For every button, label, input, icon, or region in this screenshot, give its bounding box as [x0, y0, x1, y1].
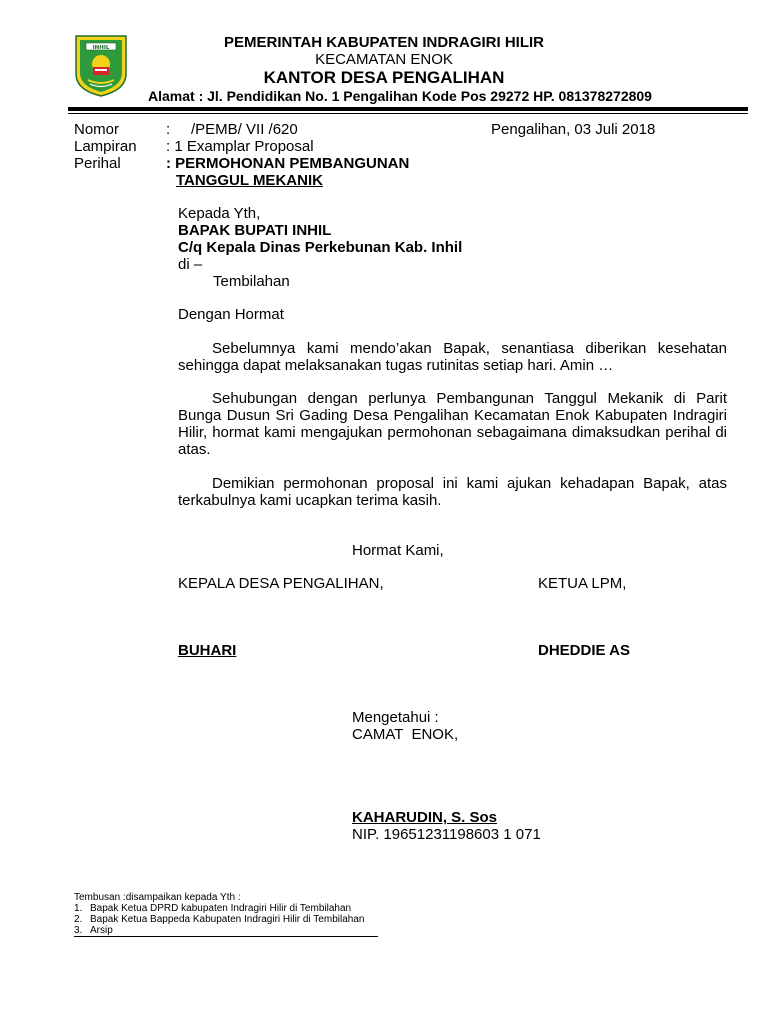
cc-item-text: Bapak Ketua Bappeda Kabupaten Indragiri Hilir di Tembilahan	[90, 914, 365, 925]
paragraph-3: Demikian permohonan proposal ini kami ajukan kehadapan Bapak, atas terkabulnya kami ucapkan terima kasih.	[178, 475, 727, 509]
left-signer-name: BUHARI	[178, 642, 237, 659]
paragraph-1: Sebelumnya kami mendo’akan Bapak, senantiasa diberikan kesehatan sehingga dapat melaksanakan tugas rutinitas setiap hari. Amin …	[178, 340, 727, 374]
cc-item	[74, 914, 364, 925]
government-name: PEMERINTAH KABUPATEN INDRAGIRI HILIR	[224, 34, 544, 51]
lampiran-label: Lampiran	[74, 138, 137, 155]
cc-item	[74, 903, 351, 914]
perihal-label: Perihal	[74, 155, 121, 172]
lampiran-value: : 1 Examplar Proposal	[166, 138, 314, 155]
cc-item-text: Bapak Ketua DPRD kabupaten Indragiri Hilir di Tembilahan	[90, 903, 352, 914]
cc-item	[74, 925, 378, 937]
nomor-value: : /PEMB/ VII /620	[166, 121, 298, 138]
cc-item-number: 2.	[74, 914, 83, 925]
acknowledged-title: CAMAT ENOK,	[352, 726, 459, 743]
acknowledged-nip: NIP. 19651231198603 1 071	[352, 826, 541, 843]
recipient-city: Tembilahan	[213, 273, 290, 290]
cc-title: Tembusan :disampaikan kepada Yth :	[74, 892, 241, 903]
recipient-di: di –	[178, 256, 203, 273]
office-address: Alamat : Jl. Pendidikan No. 1 Pengalihan Kode Pos 29272 HP. 081378272809	[148, 88, 652, 104]
recipient-cq: C/q Kepala Dinas Perkebunan Kab. Inhil	[178, 239, 463, 256]
letterhead-thin-rule	[68, 113, 748, 114]
right-signer-name: DHEDDIE AS	[538, 642, 630, 659]
perihal-line1: : PERMOHONAN PEMBANGUNAN	[166, 155, 410, 172]
acknowledged-label: Mengetahui :	[352, 709, 439, 726]
nomor-label: Nomor	[74, 121, 120, 138]
cc-item-number: 1.	[74, 903, 83, 914]
salutation: Dengan Hormat	[178, 306, 284, 323]
district-name: KECAMATAN ENOK	[315, 51, 453, 68]
perihal-line2: TANGGUL MEKANIK	[176, 172, 323, 189]
left-signer-title: KEPALA DESA PENGALIHAN,	[178, 575, 384, 592]
cc-item-text: Arsip	[90, 925, 113, 936]
cc-item-number: 3.	[74, 925, 83, 936]
letterhead-thick-rule	[68, 107, 748, 111]
acknowledged-name: KAHARUDIN, S. Sos	[352, 809, 498, 826]
logo-text: INHIL	[92, 45, 110, 51]
right-signer-title: KETUA LPM,	[538, 575, 627, 592]
paragraph-2: Sehubungan dengan perlunya Pembangunan Tanggul Mekanik di Parit Bunga Dusun Sri Gading Desa Pengalihan Kecamatan Enok Kabupaten Indragiri Hilir, hormat kami mengajukan permohonan sebagaimana dimaksudkan perihal di atas.	[178, 390, 727, 458]
office-name: KANTOR DESA PENGALIHAN	[263, 68, 505, 87]
letter-date: Pengalihan, 03 Juli 2018	[491, 121, 656, 138]
closing: Hormat Kami,	[352, 542, 444, 559]
recipient-greeting: Kepada Yth,	[178, 205, 261, 222]
recipient-name: BAPAK BUPATI INHIL	[178, 222, 332, 239]
